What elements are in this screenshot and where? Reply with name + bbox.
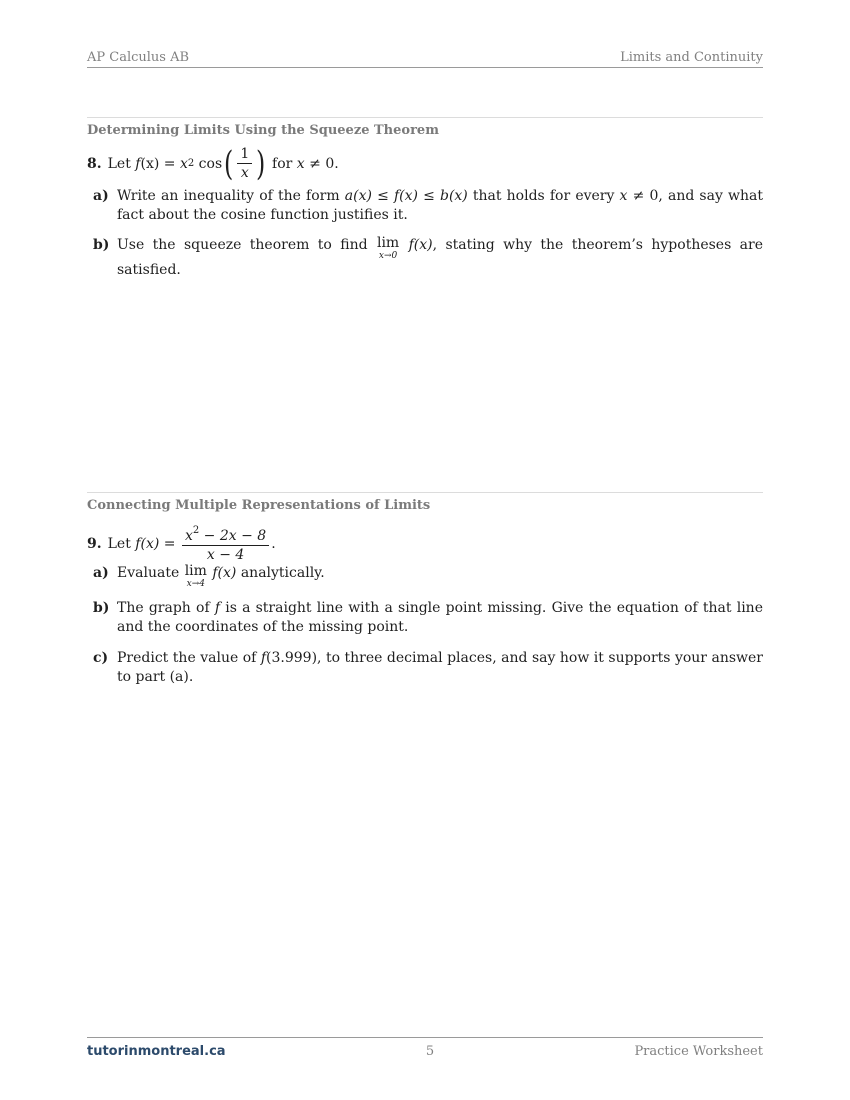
math-inequality: a(x) ≤ f(x) ≤ b(x) bbox=[344, 188, 468, 204]
question-text: Let bbox=[107, 155, 131, 172]
part-text bbox=[117, 236, 763, 280]
text: The graph of bbox=[117, 600, 215, 616]
math-exponent: 2 bbox=[187, 158, 195, 170]
part-8a bbox=[93, 187, 763, 225]
part-8b bbox=[93, 236, 763, 280]
limit-expression bbox=[377, 236, 399, 261]
text: Write an inequality of the form bbox=[117, 188, 345, 204]
text: Predict the value of bbox=[117, 650, 261, 666]
question-8 bbox=[87, 143, 339, 184]
course-title: AP Calculus AB bbox=[87, 50, 190, 65]
text: is a straight line with a single point missing. Give the equation of that line and the coordinates of the missing point. bbox=[117, 600, 763, 635]
question-condition-end: ≠ 0. bbox=[304, 155, 339, 172]
math-fx: f(x) bbox=[400, 237, 433, 253]
part-label: c) bbox=[93, 650, 109, 666]
section-title-representations: Connecting Multiple Representations of Limits bbox=[87, 492, 763, 513]
lim-subscript: x→4 bbox=[186, 579, 205, 589]
part-9a bbox=[93, 564, 763, 589]
part-label: b) bbox=[93, 237, 110, 253]
unit-title: Limits and Continuity bbox=[620, 50, 763, 65]
part-9b bbox=[93, 599, 763, 637]
limit-expression bbox=[185, 564, 207, 589]
part-text bbox=[117, 599, 763, 637]
math-fx: f(x) bbox=[207, 565, 237, 581]
math-eq: = bbox=[159, 155, 180, 172]
question-number: 8. bbox=[87, 155, 102, 172]
math-exponent: 2 bbox=[192, 525, 200, 536]
fraction-numerator bbox=[182, 525, 269, 546]
part-text bbox=[117, 187, 763, 225]
text: (3.999), to three decimal places, and say how it supports your answer to part (a). bbox=[117, 650, 763, 685]
page-number: 5 bbox=[425, 1044, 435, 1059]
text: analytically. bbox=[236, 565, 325, 581]
part-label: a) bbox=[93, 565, 109, 581]
text: Use the squeeze theorem to find bbox=[117, 237, 376, 253]
math-fx: f(x) bbox=[135, 536, 160, 553]
question-number: 9. bbox=[87, 536, 102, 553]
section-title-squeeze: Determining Limits Using the Squeeze Theorem bbox=[87, 117, 763, 138]
math-f: f bbox=[214, 600, 221, 616]
footer-label: Practice Worksheet bbox=[634, 1044, 763, 1059]
fraction-denominator: x − 4 bbox=[206, 547, 245, 564]
math-eq: = bbox=[159, 536, 180, 553]
text: that holds for every bbox=[467, 188, 620, 204]
part-label: b) bbox=[93, 600, 110, 616]
footer-site-link[interactable]: tutorinmontreal.ca bbox=[87, 1044, 226, 1059]
math-cos: cos bbox=[194, 155, 223, 172]
lim-subscript: x→0 bbox=[378, 251, 398, 261]
lim-operator: lim bbox=[376, 235, 400, 251]
math-x: x bbox=[184, 528, 193, 544]
text: , stating why the theorem’s hypotheses are satisfied. bbox=[117, 237, 763, 278]
question-end: . bbox=[271, 536, 276, 553]
rational-fraction bbox=[182, 525, 269, 563]
math-x: x bbox=[179, 155, 188, 172]
part-9c bbox=[93, 649, 763, 687]
question-text: Let bbox=[107, 536, 131, 553]
page-header bbox=[87, 50, 763, 68]
part-label: a) bbox=[93, 188, 109, 204]
math-x: x bbox=[619, 188, 628, 204]
part-text bbox=[117, 564, 763, 589]
math-arg: (x) bbox=[140, 155, 160, 172]
text: ≠ 0, and say what fact about the cosine function justifies it. bbox=[117, 188, 763, 223]
math-f: f bbox=[135, 155, 141, 172]
part-text bbox=[117, 649, 763, 687]
math-x: x bbox=[296, 155, 305, 172]
fraction-numerator: 1 bbox=[237, 146, 252, 164]
text: Evaluate bbox=[117, 565, 184, 581]
math-f: f bbox=[260, 650, 267, 666]
fraction bbox=[237, 146, 252, 181]
numerator-rest: − 2x − 8 bbox=[199, 528, 267, 544]
question-condition: for bbox=[267, 155, 297, 172]
question-9 bbox=[87, 525, 276, 563]
page-footer bbox=[87, 1037, 763, 1059]
right-paren: ) bbox=[256, 143, 266, 184]
left-paren: ( bbox=[224, 143, 234, 184]
lim-operator: lim bbox=[184, 563, 207, 579]
fraction-denominator: x bbox=[240, 165, 249, 182]
